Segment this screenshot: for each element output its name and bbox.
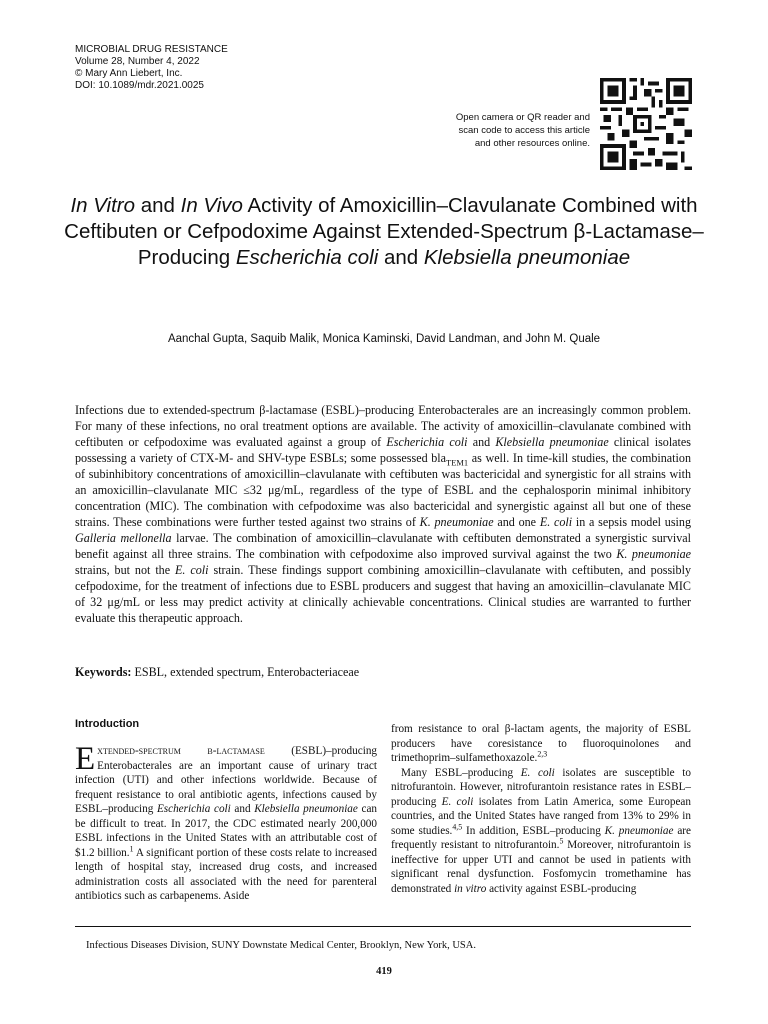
intro-text: and <box>230 803 255 815</box>
intro-text: (ESBL)–producing Enterobacterales are an important cause of urinary tract infection (UTI) and other infections worldwide. Because of frequent resistance to oral antibiotic agents, infections caused by ESBL–producing <box>75 745 378 815</box>
qr-caption <box>440 111 590 150</box>
qr-caption-line: and other resources online. <box>474 138 590 149</box>
journal-name: MICROBIAL DRUG RESISTANCE <box>75 44 228 55</box>
abstract-text: strains, but not the <box>75 563 176 577</box>
doi-line: DOI: 10.1089/mdr.2021.0025 <box>75 80 204 91</box>
affiliation-footnote: Infectious Diseases Division, SUNY Downstate Medical Center, Brooklyn, New York, USA. <box>86 940 476 951</box>
title-segment: Escherichia coli <box>235 246 379 269</box>
page-number: 419 <box>376 966 392 977</box>
abstract-text: K. pneumoniae <box>419 515 494 529</box>
body-text: activity against ESBL-producing <box>486 882 637 895</box>
keywords-label: Keywords: <box>75 665 132 679</box>
body-text: E. coli <box>520 766 555 779</box>
abstract-text: Infections due to extended-spectrum β-lactamase (ESBL)–producing Enterobacterales are an increasingly common problem. For many of these infections, no oral treatment options are available. The activity of amoxicillin–clavulanate combined with ceftibuten or cefpodoxime was evaluated against a group of <box>75 403 691 449</box>
qr-caption-line: Open camera or QR reader and <box>455 112 590 123</box>
abstract-subscript: TEM1 <box>446 457 469 468</box>
abstract-text: clinical isolates possessing a variety of CTX-M- and SHV-type ESBLs; some possessed bla <box>75 435 691 465</box>
author-list: Aanchal Gupta, Saquib Malik, Monica Kaminski, David Landman, and John M. Quale <box>167 333 601 345</box>
body-text: K. pneumoniae <box>604 824 674 837</box>
abstract-text: E. coli <box>175 563 209 577</box>
body-text: are frequently resistant to nitrofurantoin. <box>391 824 691 851</box>
body-text: in vitro <box>454 882 487 895</box>
title-segment: Activity of Amoxicillin–Clavulanate Combined with Ceftibuten or Cefpodoxime Against Extended-Spectrum β-Lactamase–Producing <box>64 194 704 269</box>
abstract-text: and one <box>493 515 540 529</box>
journal-volume: Volume 28, Number 4, 2022 <box>75 56 200 67</box>
intro-text: can be difficult to treat. In 2017, the CDC estimated nearly 200,000 ESBL infections in the United States with an attributable cost of $1.2 billion. <box>75 803 378 859</box>
body-text: In addition, ESBL–producing <box>462 824 605 837</box>
abstract-text: and <box>467 435 496 449</box>
right-column <box>391 722 691 896</box>
keywords <box>75 665 691 680</box>
copyright-line: © Mary Ann Liebert, Inc. <box>75 68 183 79</box>
intro-text: xtended-spectrum β-lactamase <box>97 745 265 757</box>
footnote-divider <box>75 926 691 927</box>
intro-paragraph <box>75 741 378 904</box>
title-segment: Klebsiella pneumoniae <box>423 246 631 269</box>
abstract-text: E. coli <box>539 515 573 529</box>
citation-ref[interactable]: 4,5 <box>452 821 463 831</box>
left-column <box>75 718 377 904</box>
intro-text: Escherichia coli <box>156 803 231 815</box>
citation-ref[interactable]: 5 <box>559 836 564 846</box>
title-segment: In Vitro <box>70 194 136 217</box>
title-segment: In Vivo <box>180 194 243 217</box>
drop-cap: E <box>75 741 96 777</box>
abstract-text: K. pneumoniae <box>616 547 691 561</box>
right-paragraph <box>391 722 691 766</box>
section-heading: Introduction <box>75 718 140 730</box>
abstract-text: Escherichia coli <box>386 435 468 449</box>
body-text: isolates from Latin America, some European countries, and the United States have ranged from 13% to 29% in some studies. <box>391 795 691 837</box>
body-text: Many ESBL–producing <box>401 766 521 779</box>
abstract-text: Galleria mellonella <box>75 531 172 545</box>
title-segment: and <box>378 246 424 269</box>
abstract-text: strain. These findings support combining amoxicillin–clavulanate with ceftibuten, and possibly cefpodoxime, for the treatment of infections due to ESBL producers and suggest that having an amoxicillin–clavulanate MIC of 32 μg/mL or less may predict activity at clinically achievable concentrations. Clinical studies are warranted to further evaluate this therapeutic approach. <box>75 563 691 625</box>
qr-caption-line: scan code to access this article <box>458 125 590 136</box>
abstract-text: larvae. The combination of amoxicillin–clavulanate with ceftibuten demonstrated a synergistic survival benefit against all three strains. The combination with cefpodoxime also improved survival against the two <box>75 531 692 561</box>
body-text: isolates are susceptible to nitrofurantoin. However, nitrofurantoin resistance rates in ESBL–producing <box>391 766 691 808</box>
title-segment: and <box>135 194 181 217</box>
right-paragraph <box>391 766 691 897</box>
intro-text: Klebsiella pneumoniae <box>254 803 358 815</box>
qr-code[interactable] <box>600 78 692 170</box>
abstract-text: Klebsiella pneumoniae <box>495 435 609 449</box>
keywords-text: ESBL, extended spectrum, Enterobacteriaceae <box>131 665 360 679</box>
citation-ref[interactable]: 1 <box>129 843 134 853</box>
abstract-text: in a sepsis model using <box>572 515 692 529</box>
abstract-text: as well. In time-kill studies, the combination of subinhibitory concentrations of amoxicillin–clavulanate with ceftibuten was bactericidal and synergistic for all strains with an amoxicillin–clavulanate MIC ≤32 μg/mL, regardless of the type of ESBL and the cephalosporin minimal inhibitory concentration (MIC). The combination with cefpodoxime was also bactericidal and synergistic against all but one of these strains. These combinations were further tested against two strains of <box>75 451 691 529</box>
body-text: from resistance to oral β-lactam agents, the majority of ESBL producers have coresistance to fluoroquinolones and trimethoprim–sulfamethoxazole. <box>391 723 691 764</box>
article-title <box>60 193 708 271</box>
abstract <box>75 402 691 626</box>
body-text: Moreover, nitrofurantoin is ineffective for upper UTI and cannot be used in patients with significant renal dysfunction. Fosfomycin tromethamine has demonstrated <box>391 839 691 895</box>
intro-text: A significant portion of these costs relate to increased length of hospital stay, increased drug costs, and increased administration costs all associated with the need for parenteral antibiotics such as carbapenems. Aside <box>75 846 377 902</box>
citation-ref[interactable]: 2,3 <box>537 749 548 759</box>
journal-header <box>75 44 228 92</box>
body-text: E. coli <box>441 795 474 808</box>
